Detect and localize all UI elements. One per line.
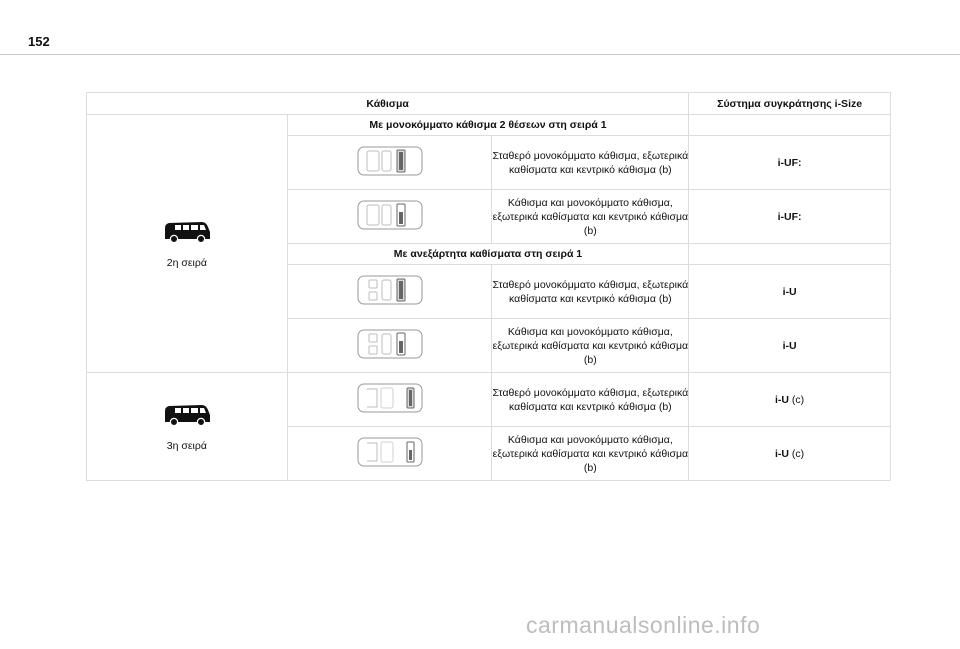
blank-cell bbox=[689, 115, 891, 136]
seat-layout-cell bbox=[287, 265, 492, 319]
row-cell-2 bbox=[87, 115, 288, 373]
seat-layout-icon bbox=[357, 381, 423, 415]
header-system: Σύστημα συγκράτησης i-Size bbox=[689, 93, 891, 115]
seat-table bbox=[86, 92, 891, 481]
system-value: i-U bbox=[782, 285, 797, 298]
description-cell: Σταθερό μονοκόμματο κάθισμα, εξωτερικά καθίσματα και κεντρικό κάθισμα (b) bbox=[492, 265, 689, 319]
system-cell bbox=[689, 373, 891, 427]
system-value: i-UF: bbox=[777, 210, 802, 223]
seat-layout-cell bbox=[287, 190, 492, 244]
table-row bbox=[87, 115, 891, 136]
description-cell: Σταθερό μονοκόμματο κάθισμα, εξωτερικά καθίσματα και κεντρικό κάθισμα (b) bbox=[492, 136, 689, 190]
system-note: (c) bbox=[789, 393, 805, 406]
seat-layout-cell bbox=[287, 136, 492, 190]
description-cell: Κάθισμα και μονοκόμματο κάθισμα, εξωτερικά καθίσματα και κεντρικό κάθισμα (b) bbox=[492, 190, 689, 244]
blank-cell bbox=[689, 244, 891, 265]
system-value: i-U bbox=[782, 339, 797, 352]
system-note: (c) bbox=[789, 447, 805, 460]
description-cell: Σταθερό μονοκόμματο κάθισμα, εξωτερικά καθίσματα και κεντρικό κάθισμα (b) bbox=[492, 373, 689, 427]
van-side-icon bbox=[162, 219, 212, 245]
seat-layout-icon bbox=[357, 327, 423, 361]
table-header-row bbox=[87, 93, 891, 115]
system-value: i-U bbox=[775, 393, 790, 406]
seat-layout-cell bbox=[287, 427, 492, 481]
subsection-title: Με ανεξάρτητα καθίσματα στη σειρά 1 bbox=[287, 244, 689, 265]
description-cell: Κάθισμα και μονοκόμματο κάθισμα, εξωτερικά καθίσματα και κεντρικό κάθισμα (b) bbox=[492, 319, 689, 373]
seat-layout-cell bbox=[287, 319, 492, 373]
van-side-icon bbox=[162, 402, 212, 428]
seat-layout-cell bbox=[287, 373, 492, 427]
system-cell bbox=[689, 319, 891, 373]
seat-layout-icon bbox=[357, 273, 423, 307]
description-cell: Κάθισμα και μονοκόμματο κάθισμα, εξωτερικά καθίσματα και κεντρικό κάθισμα (b) bbox=[492, 427, 689, 481]
seat-layout-icon bbox=[357, 198, 423, 232]
row-label: 3η σειρά bbox=[166, 439, 207, 452]
subsection-title: Με μονοκόμματο κάθισμα 2 θέσεων στη σειρά 1 bbox=[287, 115, 689, 136]
header-seat: Κάθισμα bbox=[87, 93, 689, 115]
header-rule bbox=[0, 54, 960, 55]
page-number: 152 bbox=[28, 34, 50, 49]
seat-layout-icon bbox=[357, 144, 423, 178]
system-cell bbox=[689, 265, 891, 319]
watermark: carmanualsonline.info bbox=[526, 612, 761, 638]
system-value: i-UF: bbox=[777, 156, 802, 169]
system-cell bbox=[689, 190, 891, 244]
seat-layout-icon bbox=[357, 435, 423, 469]
row-label: 2η σειρά bbox=[166, 256, 207, 269]
table-row bbox=[87, 373, 891, 427]
row-cell-3 bbox=[87, 373, 288, 481]
system-value: i-U bbox=[775, 447, 790, 460]
system-cell bbox=[689, 136, 891, 190]
system-cell bbox=[689, 427, 891, 481]
